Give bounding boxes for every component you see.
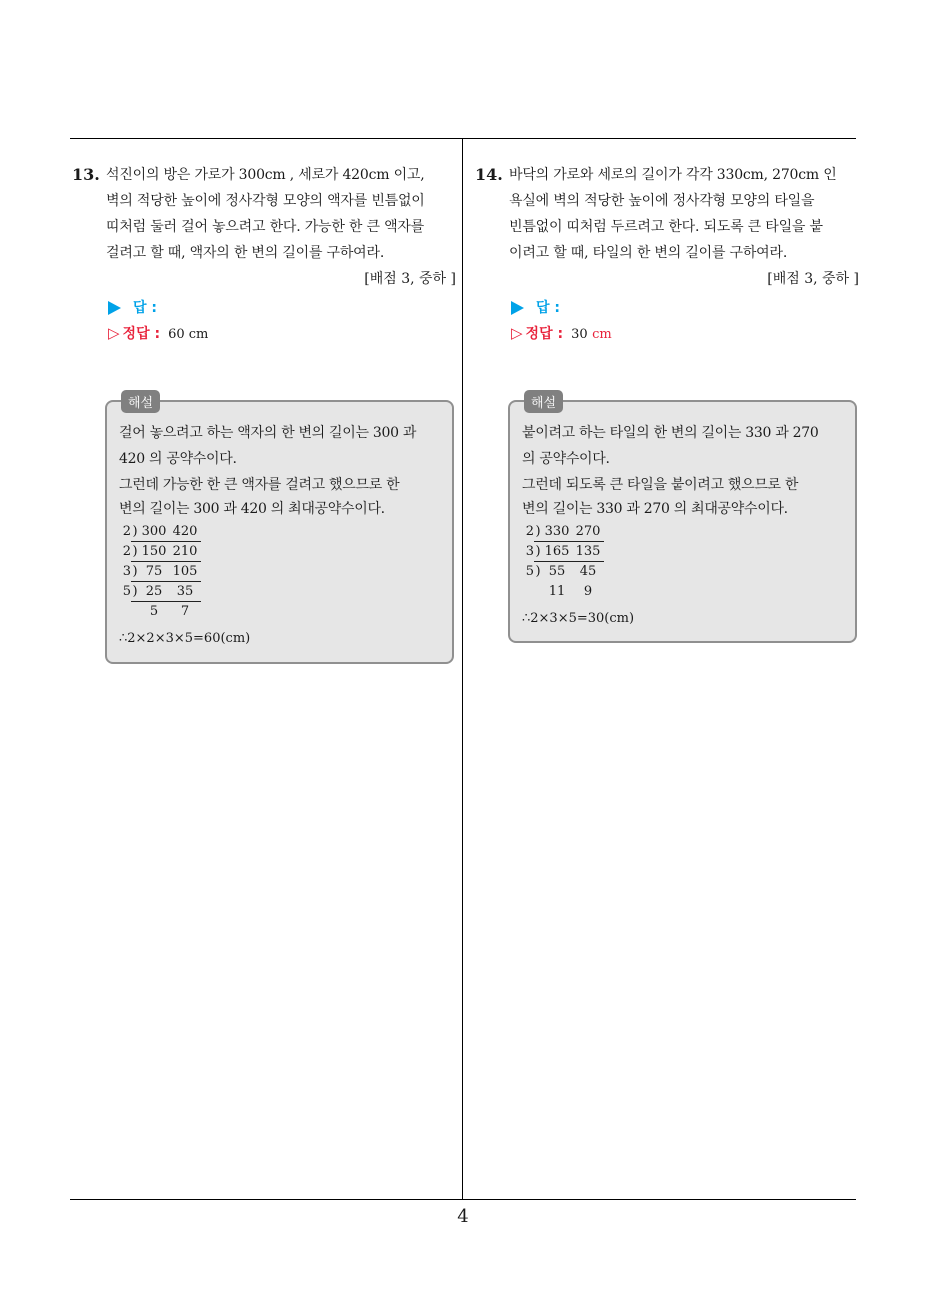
correct-answer-row bbox=[511, 320, 859, 348]
division-row: 2) 150 210 bbox=[119, 542, 440, 562]
question-line: 벽의 적당한 높이에 정사각형 모양의 액자를 빈틈없이 bbox=[106, 193, 425, 209]
solution-line: 변의 길이는 330 과 270 의 최대공약수이다. bbox=[522, 501, 788, 517]
solution-line: 의 공약수이다. bbox=[522, 451, 610, 467]
solution-line: 420 의 공약수이다. bbox=[119, 451, 237, 467]
points-label: [배점 3, 중하 ] bbox=[767, 271, 859, 287]
division-ladder bbox=[522, 522, 843, 602]
question-line: 이려고 할 때, 타일의 한 변의 길이를 구하여라. bbox=[509, 245, 788, 261]
conclusion: ∴2×2×3×5=60(cm) bbox=[119, 631, 251, 646]
question-13 bbox=[72, 162, 456, 348]
solution-line: 붙이려고 하는 타일의 한 변의 길이는 330 과 270 bbox=[522, 425, 819, 441]
solution-line: 걸어 놓으려고 하는 액자의 한 변의 길이는 300 과 bbox=[119, 425, 417, 441]
division-row: 3) 75 105 bbox=[119, 562, 440, 582]
solution-box-13 bbox=[105, 396, 454, 664]
division-row: 5 7 bbox=[149, 604, 190, 619]
question-line: 띠처럼 둘러 걸어 놓으려고 한다. 가능한 한 큰 액자를 bbox=[106, 219, 425, 235]
answer-row bbox=[108, 296, 456, 320]
correct-answer-row bbox=[108, 320, 456, 348]
correct-label: 정답 : bbox=[122, 326, 161, 342]
question-line: 바닥의 가로와 세로의 길이가 각각 330cm, 270cm 인 bbox=[509, 167, 837, 183]
question-text bbox=[509, 162, 859, 266]
points-label: [배점 3, 중하 ] bbox=[364, 271, 456, 287]
hollow-triangle-icon: ▷ bbox=[108, 324, 120, 342]
question-line: 욕실에 벽의 적당한 높이에 정사각형 모양의 타일을 bbox=[509, 193, 815, 209]
hollow-triangle-icon: ▷ bbox=[511, 324, 523, 342]
answer-row bbox=[511, 296, 859, 320]
solution-line: 변의 길이는 300 과 420 의 최대공약수이다. bbox=[119, 501, 385, 517]
division-row: 2) 300 420 bbox=[119, 522, 440, 542]
correct-value: 60 cm bbox=[168, 327, 209, 342]
play-triangle-icon bbox=[511, 301, 524, 315]
division-row: 11 9 bbox=[548, 584, 593, 599]
correct-unit: cm bbox=[592, 327, 612, 342]
question-14 bbox=[475, 162, 859, 348]
top-rule bbox=[70, 138, 856, 139]
division-row: 5) 25 35 bbox=[119, 582, 440, 602]
division-row: 2) 330 270 bbox=[522, 522, 843, 542]
column-divider bbox=[462, 138, 463, 1200]
division-row: 5) 55 45 bbox=[525, 564, 597, 579]
question-text bbox=[106, 162, 456, 266]
conclusion: ∴2×3×5=30(cm) bbox=[522, 611, 635, 626]
question-line: 걸려고 할 때, 액자의 한 변의 길이를 구하여라. bbox=[106, 245, 385, 261]
solution-tag: 해설 bbox=[121, 390, 160, 413]
solution-line: 그런데 되도록 큰 타일을 붙이려고 했으므로 한 bbox=[522, 477, 799, 493]
correct-label: 정답 : bbox=[525, 326, 564, 342]
question-number: 13. bbox=[72, 165, 100, 184]
correct-value: 30 bbox=[571, 327, 588, 342]
question-line: 석진이의 방은 가로가 300cm , 세로가 420cm 이고, bbox=[106, 167, 425, 183]
solution-line: 그런데 가능한 한 큰 액자를 걸려고 했으므로 한 bbox=[119, 477, 400, 493]
answer-label: 답 : bbox=[536, 300, 560, 316]
answer-label: 답 : bbox=[133, 300, 157, 316]
solution-box-14 bbox=[508, 396, 857, 643]
bottom-rule bbox=[70, 1199, 856, 1200]
solution-tag: 해설 bbox=[524, 390, 563, 413]
play-triangle-icon bbox=[108, 301, 121, 315]
division-ladder bbox=[119, 522, 440, 622]
division-row: 3) 165 135 bbox=[522, 542, 843, 562]
question-number: 14. bbox=[475, 165, 503, 184]
question-line: 빈틈없이 띠처럼 두르려고 한다. 되도록 큰 타일을 붙 bbox=[509, 219, 823, 235]
page-number: 4 bbox=[457, 1206, 469, 1227]
